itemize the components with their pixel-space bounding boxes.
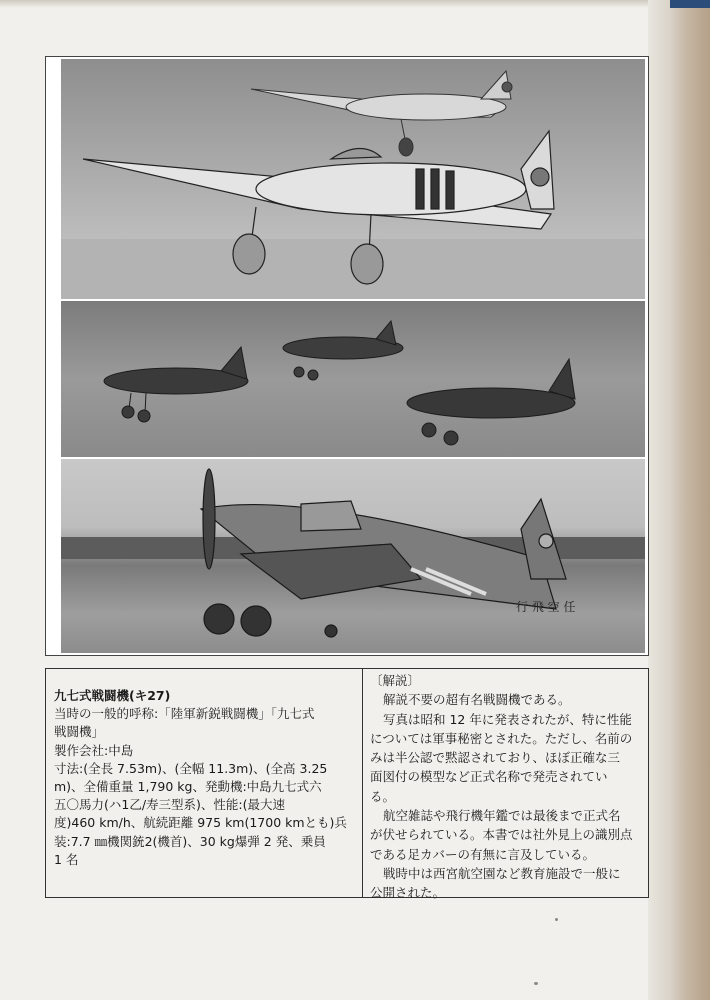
book-cover-strip — [670, 0, 710, 8]
photo-formation-three — [61, 301, 645, 457]
spec-line: 寸法:(全長 7.53m)、(全幅 11.3m)、(全高 3.25 — [54, 760, 328, 776]
fighter-plane-middle — [283, 321, 403, 380]
spec-line: 五〇馬力(ハ1乙/寿三型系)、性能:(最大速 — [54, 797, 286, 813]
photo-overlay-caption: 行 飛 空 任 — [516, 600, 576, 614]
commentary-line: 戦時中は西宮航空園など教育施設で一般に — [383, 865, 621, 881]
paper-speck — [534, 982, 538, 985]
fighter-plane-left — [104, 347, 248, 422]
fighter-plane-ground — [201, 469, 566, 637]
spec-and-commentary-box — [45, 668, 649, 901]
commentary-line: みは半公認で黙認されており、ほぼ正確な三 — [370, 750, 621, 766]
spec-line: 戦闘機」 — [54, 724, 105, 740]
page-binding-edge — [648, 0, 710, 1000]
page-top-edge — [0, 0, 710, 8]
commentary-line: る。 — [370, 788, 396, 804]
photo-frame — [45, 56, 649, 656]
spec-column — [54, 687, 358, 869]
commentary-line: 航空雑誌や飛行機年鑑では最後まで正式名 — [383, 808, 621, 824]
aircraft-title: 九七式戦闘機(キ27) — [54, 688, 171, 703]
commentary-line: 面図付の模型など正式名称で発売されてい — [370, 769, 608, 785]
spec-line: 装:7.7 ㎜機関銃2(機首)、30 kg爆弾 2 発、乗員 — [54, 833, 326, 849]
fighter-plane-right — [407, 359, 575, 445]
commentary-line: である足カバーの有無に言及している。 — [370, 846, 596, 862]
commentary-heading: 〔解説〕 — [370, 673, 421, 688]
commentary-line: 解説不要の超有名戦闘機である。 — [383, 692, 571, 708]
commentary-line: 公開された。 — [370, 885, 446, 901]
photo-two-fighters-flight — [61, 59, 645, 299]
column-divider — [362, 669, 363, 897]
paper-speck — [555, 918, 558, 921]
spec-line: 製作会社:中島 — [54, 742, 134, 758]
fighter-plane-upper — [251, 71, 512, 156]
photo-3-illustration — [61, 459, 645, 653]
photo-1-illustration — [61, 59, 645, 299]
commentary-column — [370, 671, 648, 903]
commentary-line: が伏せられている。本書では社外見上の識別点 — [370, 827, 633, 843]
spec-line: 1 名 — [54, 851, 79, 867]
spec-line: 度)460 km/h、航続距離 975 km(1700 kmとも)兵 — [54, 815, 347, 831]
photo-fighter-on-ground — [61, 459, 645, 653]
spec-line: m)、全備重量 1,790 kg、発動機:中島九七式六 — [54, 779, 322, 795]
commentary-line: については軍事秘密とされた。ただし、名前の — [370, 730, 633, 746]
commentary-line: 写真は昭和 12 年に発表されたが、特に性能 — [383, 711, 632, 727]
spec-line: 当時の一般的呼称:「陸軍新鋭戦闘機」「九七式 — [54, 706, 315, 722]
photo-2-illustration — [61, 301, 645, 457]
